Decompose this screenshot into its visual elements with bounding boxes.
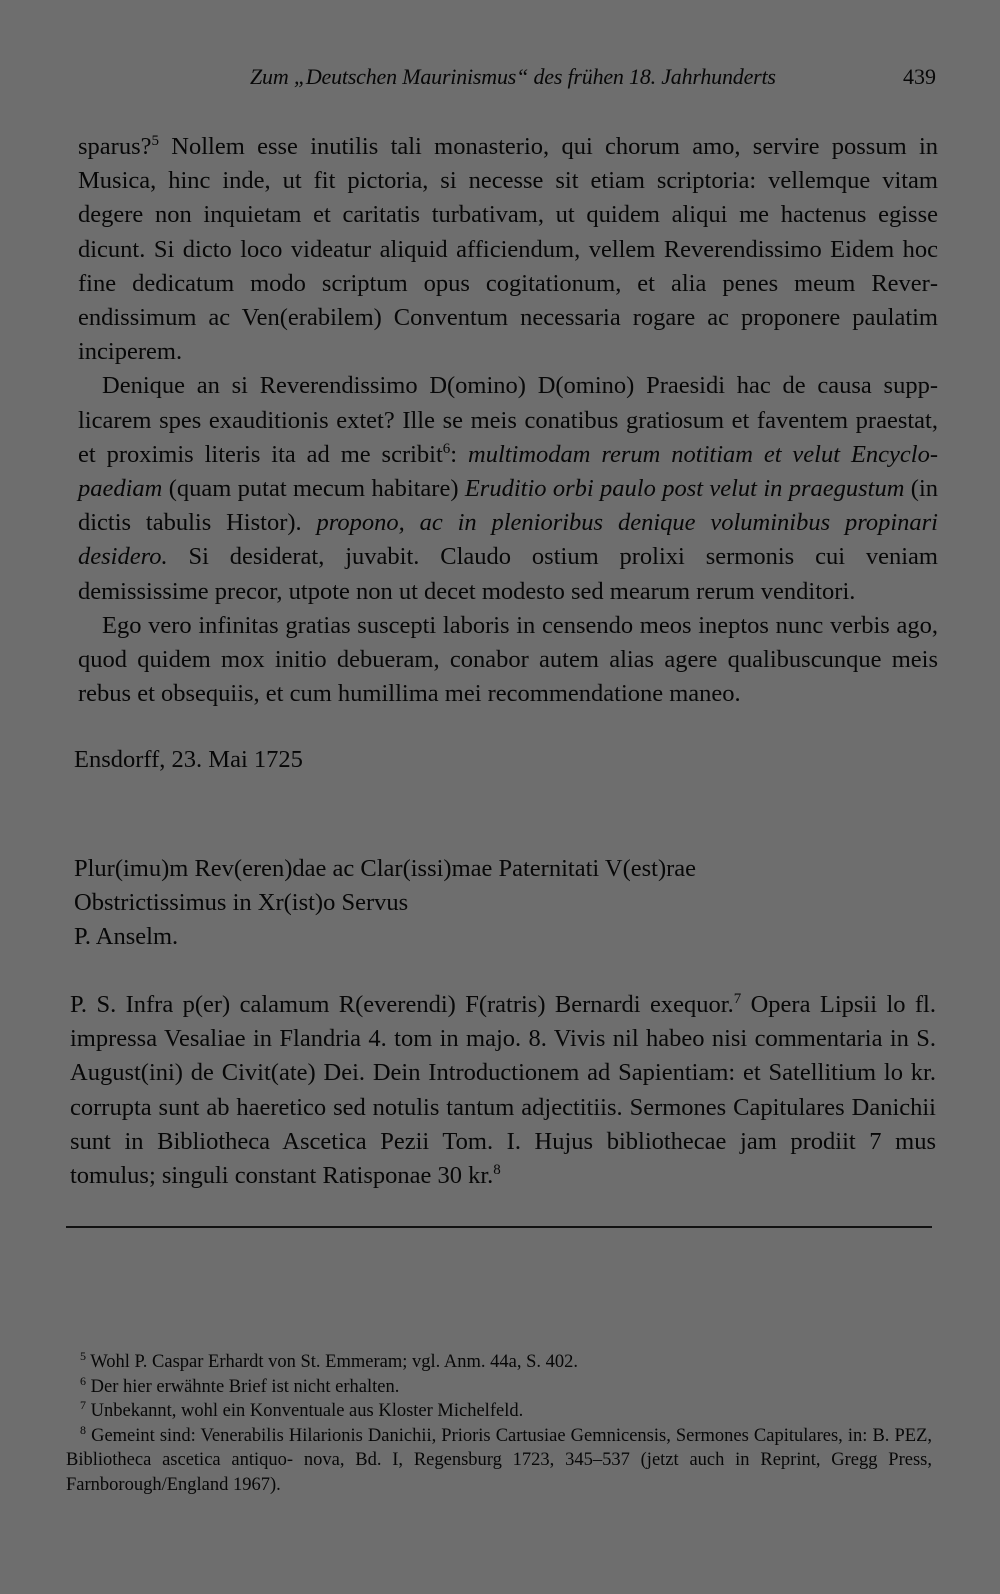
footnote-text: Wohl P. Caspar Erhardt von St. Emmeram; vgl. Anm. 44a, S. 402. bbox=[90, 1352, 578, 1372]
main-text bbox=[78, 130, 938, 711]
page-number: 439 bbox=[903, 64, 936, 89]
paragraph-1-text-a: sparus? bbox=[78, 133, 152, 160]
paragraph-2-text-d: (in dictis tabulis Histor). bbox=[78, 475, 938, 537]
footnote-text: Gemeint sind: Venerabilis Hilarionis Danichii, Prioris Cartusiae Gemnicensis, Sermones Capitulares, in: B. PEZ, Bibliotheca ascetica antiquo- nova, Bd. I, Regensburg 1723, 345–537 (jetzt auch in Reprint, Gregg Press, Farnborough/England 1967). bbox=[66, 1425, 932, 1495]
running-head-title: Zum „Deutschen Maurinismus“ des frühen 18. Jahrhunderts bbox=[250, 64, 776, 89]
paragraph-2-text-b: : bbox=[450, 440, 468, 468]
footnote-5 bbox=[66, 1350, 932, 1375]
closing-line-2: Obstrictissimus in Xr(ist)o Servus bbox=[74, 889, 409, 917]
postscript bbox=[70, 988, 936, 1193]
postscript-text-a: P. S. Infra p(er) calamum R(everendi) F(ratris) Bernardi exequor. bbox=[70, 991, 734, 1018]
footnote-number: 5 bbox=[80, 1348, 86, 1363]
footnote-ref-8: 8 bbox=[493, 1161, 501, 1178]
postscript-text-b: Opera Lipsii lo fl. impressa Vesaliae in Flandria 4. tom in majo. 8. Vivis nil habeo nisi commentaria in S. August(ini) de Civit(ate) Dei. Dein Introductionem ad Sapientiam: et Satellitium lo kr. corrupta sunt ab haeretico sed notulis tantum adjectitiis. Sermones Capitulares Danichii sunt in Bibliotheca Ascetica Pezii Tom. I. Hujus bibliothecae jam prodiit 7 mus tomulus; singuli constant Ratisponae 30 kr. bbox=[70, 991, 936, 1190]
footnote-text: Unbekannt, wohl ein Konventuale aus Kloster Michelfeld. bbox=[90, 1401, 524, 1421]
footnote-text: Der hier erwähnte Brief ist nicht erhalten. bbox=[90, 1376, 400, 1397]
paragraph-1 bbox=[78, 130, 938, 369]
footnote-ref-5: 5 bbox=[151, 132, 159, 149]
paragraph-1-text-b: Nollem esse inutilis tali monasterio, qui chorum amo, servire possum in Musica, hinc inde, ut fit pictoria, si necesse sit etiam scriptoria: vellemque vitam degere non inquietam et caritatis turbativam, ut quidem aliqui me hactenus egisse dicunt. Si dicto loco videatur aliquid afficiendum, vellem Reverendissimo Eidem hoc fine dedicatum modo scriptum opus cogitationum, et alia penes meum Reverendissimum ac Ven(erabilem) Conventum necessaria rogare ac proponere paulatim inciperem. bbox=[78, 133, 938, 366]
paragraph-2-italic-3: propono, ac in plenioribus denique voluminibus propinari desidero. bbox=[78, 509, 938, 571]
paragraph-2-italic-1: multimodam rerum notitiam et velut Encyclopaediam bbox=[78, 440, 939, 503]
closing-line-1: Plur(imu)m Rev(eren)dae ac Clar(issi)mae Paternitati V(est)rae bbox=[74, 855, 697, 882]
footnotes bbox=[66, 1350, 932, 1497]
letter-closing bbox=[74, 852, 696, 955]
footnote-7 bbox=[66, 1399, 932, 1424]
footnote-divider bbox=[66, 1226, 932, 1228]
footnote-ref-7: 7 bbox=[733, 990, 742, 1007]
paragraph-2-text-c: (quam putat mecum habitare) bbox=[162, 475, 465, 503]
footnote-number: 7 bbox=[80, 1397, 86, 1412]
paragraph-2-text-e: Si desiderat, juvabit. Claudo ostium prolixi sermonis cui veniam demississime precor, utpote non ut decet modesto sed mearum rerum venditori. bbox=[78, 543, 938, 605]
footnote-number: 6 bbox=[80, 1373, 86, 1388]
footnote-ref-6: 6 bbox=[442, 440, 451, 457]
paragraph-3: Ego vero infinitas gratias suscepti laboris in censendo meos ineptos nunc verbis ago, quod quidem mox initio debueram, conabor autem alias agere qualibuscunque meis rebus et obsequiis, et cum humillima mei recommendatione maneo. bbox=[78, 611, 938, 708]
footnote-6 bbox=[66, 1375, 932, 1400]
paragraph-2-italic-2: Eruditio orbi paulo post velut in praegustum bbox=[464, 475, 905, 503]
paragraph-2 bbox=[78, 369, 938, 608]
signature: P. Anselm. bbox=[74, 923, 179, 951]
footnote-number: 8 bbox=[80, 1422, 86, 1437]
footnote-8 bbox=[66, 1424, 932, 1498]
running-head bbox=[250, 64, 940, 96]
paragraph-2-text-a: Denique an si Reverendissimo D(omino) D(omino) Praesidi hac de causa supplicarem spes exauditionis extet? Ille se meis conatibus gratiosum et faventem praestat, et proximis literis ita ad me scribit bbox=[78, 372, 938, 468]
place-date: Ensdorff, 23. Mai 1725 bbox=[74, 746, 303, 773]
